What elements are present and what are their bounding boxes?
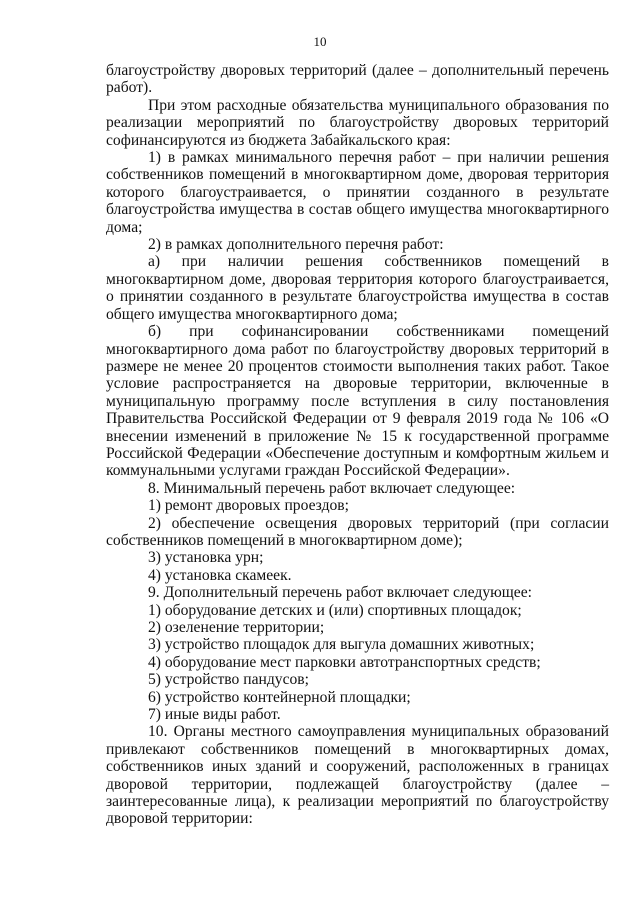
document-body — [106, 62, 609, 828]
list-item: 5) устройство пандусов; — [148, 671, 309, 689]
list-item: 6) устройство контейнерной площадки; — [148, 688, 411, 706]
list-item: 2) обеспечение освещения дворовых территорий (при согласии собственников помещений в многоквартирном доме); — [106, 514, 609, 549]
list-item: 3) устройство площадок для выгула домашних животных; — [148, 636, 535, 654]
paragraph: При этом расходные обязательства муниципального образования по реализации мероприятий по благоустройству дворовых территорий софинансируются из бюджета Забайкальского края: — [106, 96, 609, 149]
paragraph: а) при наличии решения собственников помещений в многоквартирном доме, дворовая территория которого благоустраивается, о принятии созданного в результате благоустройства имущества в состав общего имущества многоквартирного дома; — [106, 253, 609, 323]
list-item: 4) оборудование мест парковки автотранспортных средств; — [148, 653, 541, 671]
list-item: 7) иные виды работ. — [148, 706, 281, 724]
list-item: 1) оборудование детских и (или) спортивных площадок; — [148, 601, 522, 619]
paragraph: 8. Минимальный перечень работ включает следующее: — [148, 479, 516, 497]
list-item: 2) озеленение территории; — [148, 619, 325, 636]
paragraph: благоустройству дворовых территорий (далее – дополнительный перечень работ). — [106, 62, 609, 97]
list-item: 3) установка урн; — [148, 549, 264, 567]
list-item: 1) ремонт дворовых проездов; — [148, 497, 349, 515]
paragraph: 9. Дополнительный перечень работ включает следующее: — [148, 584, 532, 602]
paragraph: 1) в рамках минимального перечня работ – при наличии решения собственников помещений в многоквартирном доме, дворовая территория которого благоустраивается, о принятии созданного в результате благоустройства имущества в состав общего имущества многоквартирного дома; — [106, 149, 609, 236]
paragraph: б) при софинансировании собственниками помещений многоквартирного дома работ по благоустройству дворовых территорий в размере не менее 20 процентов стоимости выполнения таких работ. Такое условие распространяется на дворовые территории, включенные в муниципальную программу после вступления в силу постановления Правительства Российской Федерации от 9 февраля 2019 года № 106 «О внесении изменений в приложение № 15 к государственной программе Российской Федерации «Обеспечение доступным и комфортным жильем и коммунальными услугами граждан Российской Федерации». — [106, 323, 609, 480]
page-number: 10 — [313, 34, 327, 49]
paragraph: 2) в рамках дополнительного перечня работ: — [148, 236, 444, 254]
paragraph: 10. Органы местного самоуправления муниципальных образований привлекают собственников помещений в многоквартирных домах, собственников иных зданий и сооружений, расположенных в границах дворовой территории, подлежащей благоустройству (далее – заинтересованные лица), к реализации мероприятий по благоустройству дворовой территории: — [106, 723, 609, 828]
list-item: 4) установка скамеек. — [148, 566, 292, 584]
